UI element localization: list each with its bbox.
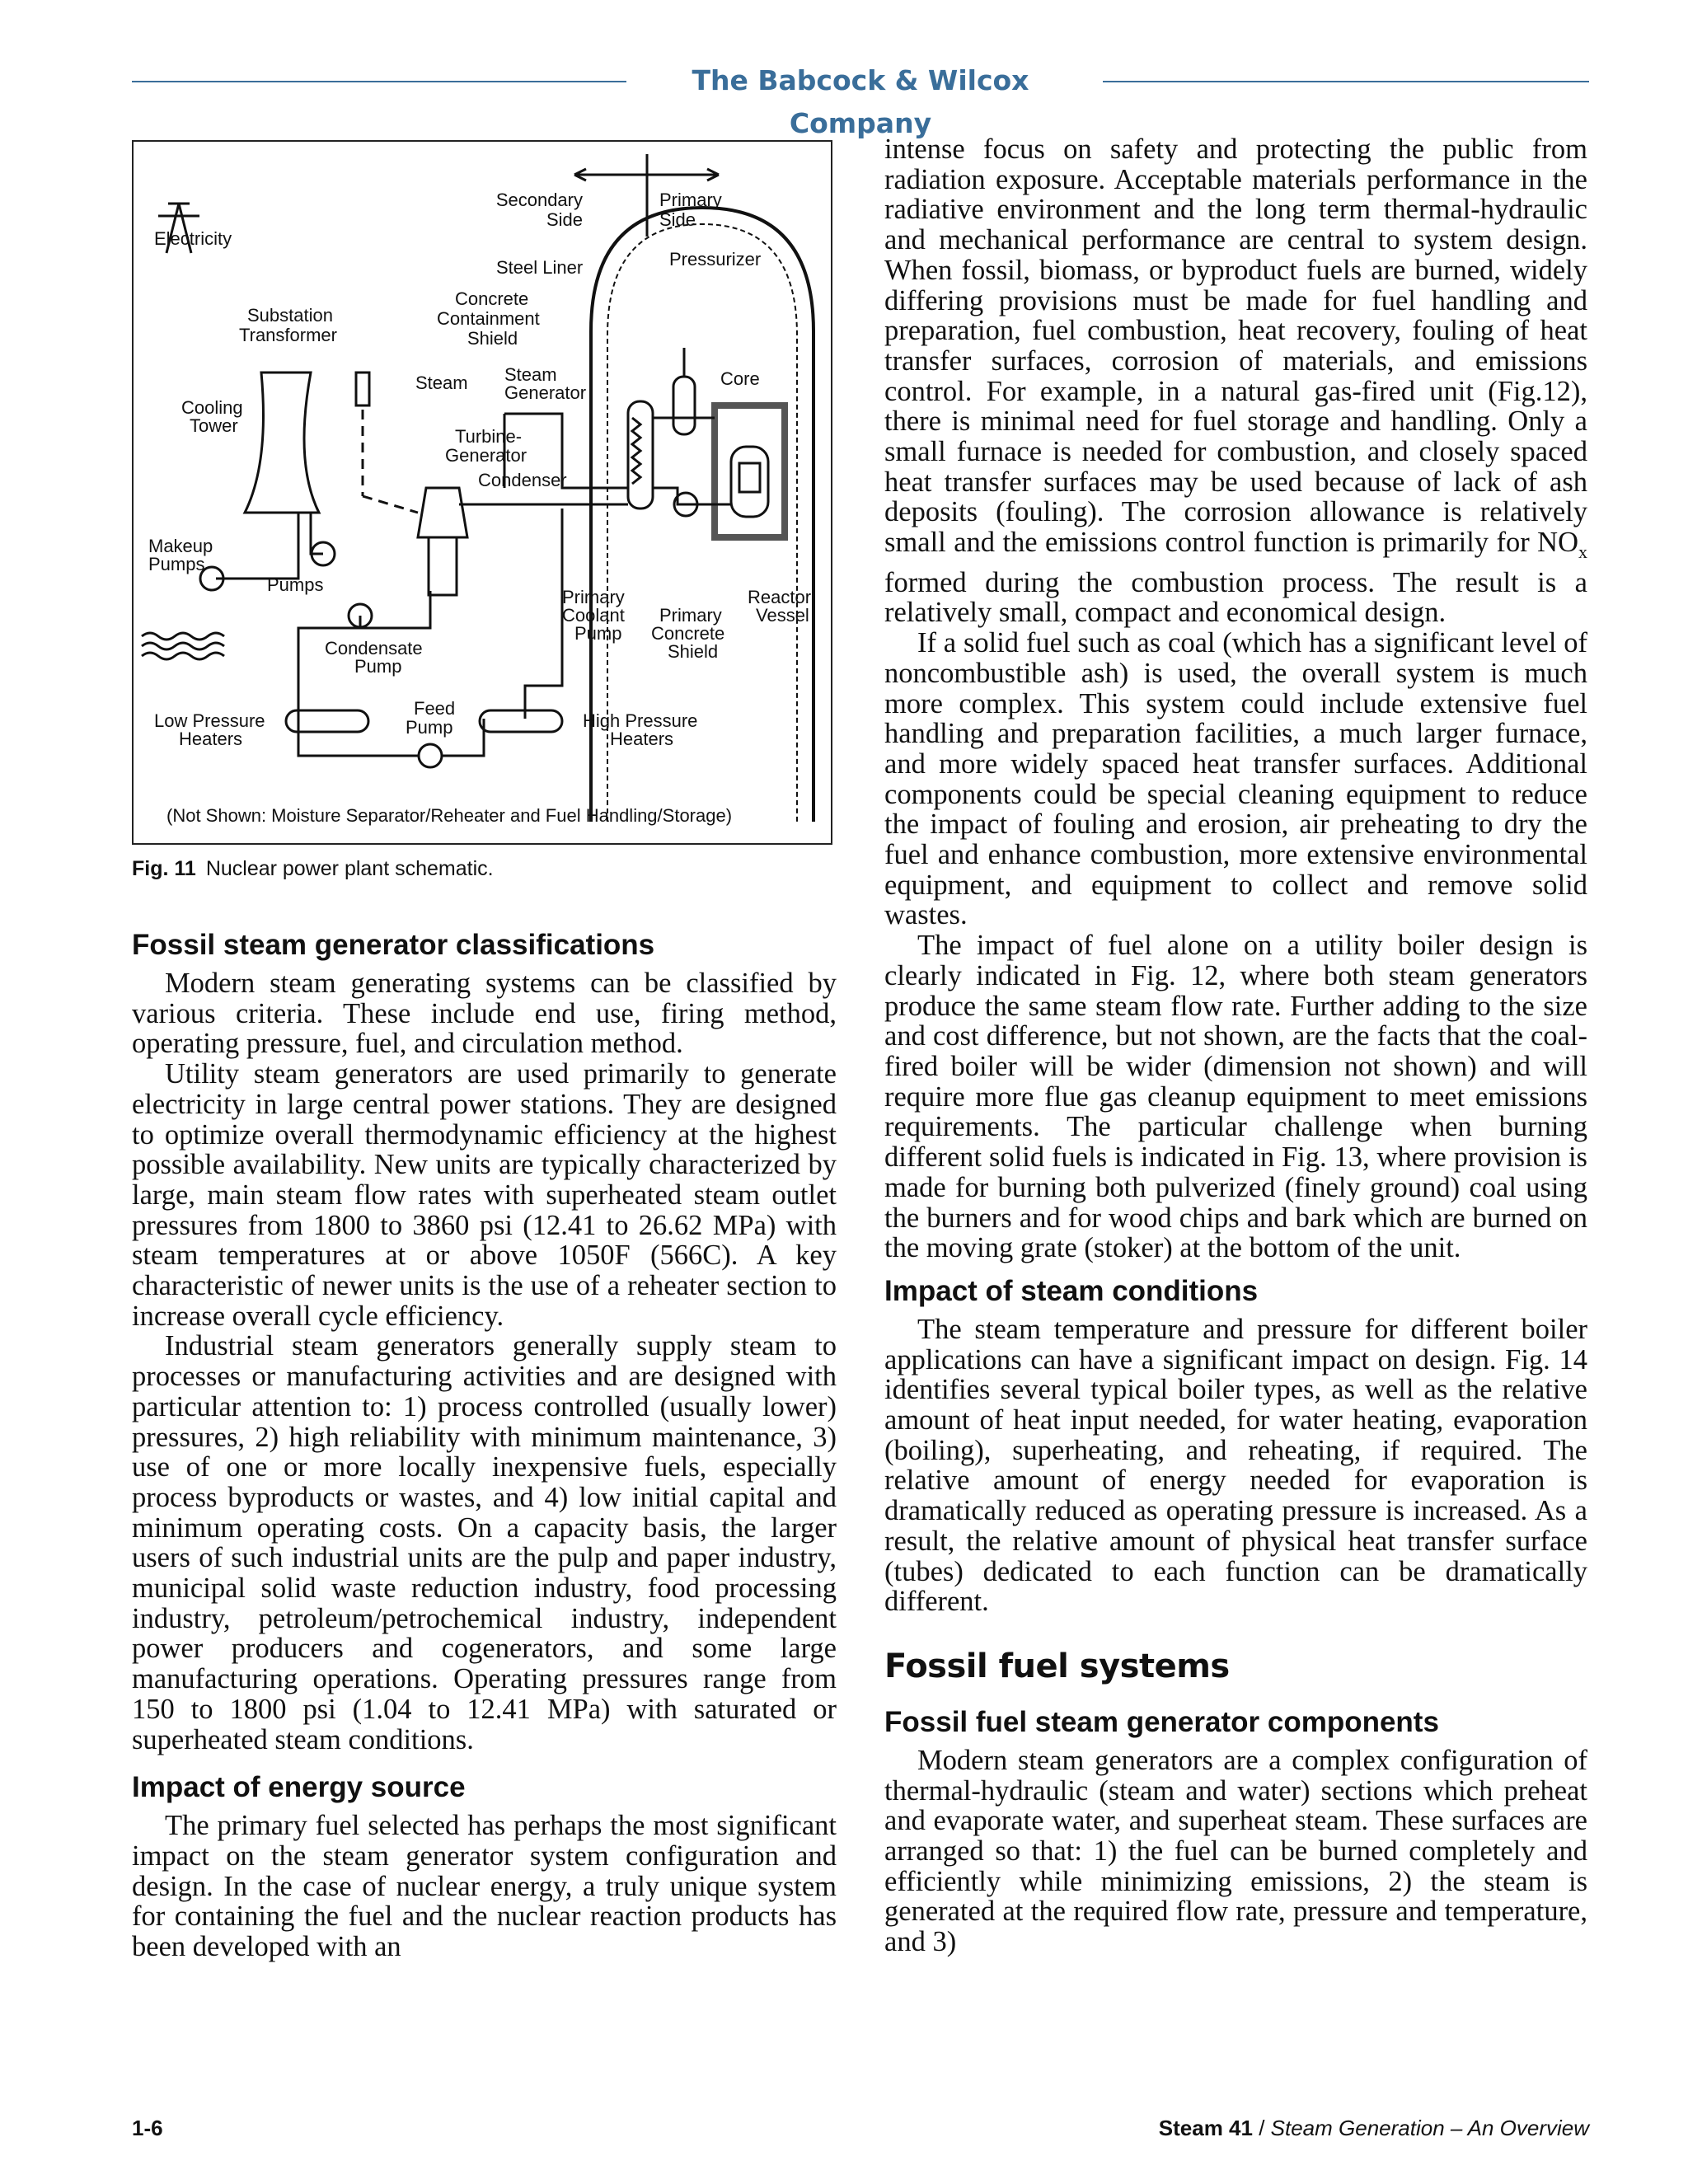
label-steel-liner: Steel Liner [496,257,584,278]
paragraph: Industrial steam generators generally supply steam to processes or manufacturing activities and are designed with particular attention to: 1) process controlled (usually lower) pressures, 2) high reliability with minimum maintenance, 3) use of one or more locally inexpensive fuels, especially process byproducts or wastes, and 4) low initial capital and minimum operating costs. On a capacity basis, the larger users of such industrial units are the pulp and paper industry, municipal solid waste reduction industry, food processing industry, petroleum/petrochemical industry, independent power producers and cogenerators, and some large manufacturing operations. Operating pressures range from 150 to 1800 psi (1.04 to 12.41 MPa) with saturated or superheated steam conditions. [132,1330,837,1755]
svg-text:Primary [659,190,722,210]
header-rule-right [1103,81,1589,82]
paragraph: Modern steam generators are a complex configuration of thermal-hydraulic (steam and water) sections which preheat and evaporate water, and superheat steam. These surfaces are arranged so that: 1) the fuel can be burned completely and efficiently while minimizing emissions, 2) the steam is generated at the required flow rate, pressure and temperature, and 3) [884,1744,1587,1958]
label-turbine: Turbine- [455,426,523,447]
footer-chapter: Steam Generation – An Overview [1270,2116,1589,2140]
label-steam-gen-2: Generator [504,382,587,403]
paragraph: If a solid fuel such as coal (which has a significant level of noncombustible ash) is used, the overall system is much more complex. This system could include extensive fuel handling and preparation facilities, a much larger furnace, and more widely spaced heat transfer surfaces. Additional components could be special cleaning equipment to reduce the impact of fouling and erosion, air preheating to dry the fuel and enhance combustion, more extensive environmental equipment, and equipment to collect and remove solid wastes. [884,627,1587,931]
label-hp-heaters-1: High Pressure [583,710,698,731]
label-pcp-2: Coolant [562,605,625,626]
svg-text:Side [659,209,696,230]
label-pcp-1: Primary [562,587,625,607]
label-pcp-3: Pump [574,623,622,644]
paragraph: The primary fuel selected has perhaps the most significant impact on the steam generator system configuration and design. In the case of nuclear energy, a truly unique system for containing the fuel and the nuclear reaction products has been developed with an [132,1810,837,1963]
label-feed: Feed [414,698,456,719]
label-makeup-pumps: Pumps [148,554,205,574]
svg-text:Side [546,209,583,230]
figure-caption [132,857,494,881]
label-pressurizer: Pressurizer [669,249,762,269]
left-column [132,927,837,1962]
footer-book-title: Steam 41 [1158,2116,1253,2140]
header-title: The Babcock & Wilcox Company [692,64,1029,139]
label-tower: Tower [190,415,238,436]
label-generator: Generator [445,445,528,466]
label-steam-gen-1: Steam [504,364,557,385]
label-secondary-side-2: Side [546,209,583,230]
paragraph-text: intense focus on safety and protecting the public from radiation exposure. Acceptable materials performance in the radiative environment and the long term thermal-hydraulic and mechanical performance are central to system design. When fossil, biomass, or byproduct fuels are burned, widely differing provisions must be made for fuel handling and preparation, fuel combustion, heat recovery, fouling of heat transfer surfaces, corrosion of materials, and emissions control. For example, in a natural gas-fired unit (Fig.12), there is minimal need for fuel storage and handling. Only a small furnace is needed for combustion, and closely spaced heat transfer surfaces may be used because of lack of ash deposits (fouling). The corrosion allowance is relatively small and the emissions control function is primarily for NO [884,134,1587,559]
right-column [884,134,1587,1957]
page-number: 1-6 [132,2116,163,2140]
label-pcs-3: Shield [668,641,719,662]
label-vessel: Vessel [756,605,809,626]
label-pcs-1: Primary [659,605,722,626]
label-primary-side: Primary [659,190,722,210]
label-primary-side-2: Side [659,209,696,230]
label-steam: Steam [415,373,468,393]
subscript: x [1578,541,1587,563]
label-secondary-side: Secondary [495,190,583,210]
label-substation: Substation [247,305,333,326]
label-concrete: Concrete [455,288,529,309]
paragraph [884,134,1587,628]
heading-steam-conditions: Impact of steam conditions [884,1274,1259,1307]
label-feed-pump: Pump [406,717,453,738]
heading-classifications: Fossil steam generator classifications [132,929,655,961]
label-condensate: Condensate [325,638,423,658]
heading-fossil-fuel-systems: Fossil fuel systems [884,1647,1230,1685]
label-condenser: Condenser [478,470,567,490]
footer-separator: / [1252,2116,1271,2140]
label-lp-heaters-1: Low Pressure [154,710,265,731]
label-cooling: Cooling [181,397,243,418]
paragraph-text: formed during the combustion process. The result is a relatively small, compact and economical design. [884,566,1587,629]
label-hp-heaters-2: Heaters [610,729,674,749]
label-reactor: Reactor [748,587,812,607]
heading-components: Fossil fuel steam generator components [884,1705,1439,1738]
figure-caption-text: Nuclear power plant schematic. [205,857,494,880]
header-rule-left [132,81,626,82]
label-makeup: Makeup [148,536,213,556]
label-lp-heaters-2: Heaters [179,729,243,749]
paragraph: The impact of fuel alone on a utility boiler design is clearly indicated in Fig. 12, where both steam generators produce the same steam flow rate. Further adding to the size and cost difference, but not shown, are the facts that the coal-fired boiler will be wider (dimension not shown) and will require more flue gas cleanup equipment to meet emissions requirements. The particular challenge when burning different solid fuels is indicated in Fig. 13, where provision is made for burning both pulverized (finely ground) coal using the burners and for wood chips and bark which are burned on the moving grate (stoker) at the bottom of the unit. [884,930,1587,1264]
label-pcs-2: Concrete [651,623,725,644]
label-transformer: Transformer [239,325,337,345]
label-containment: Containment [437,308,540,329]
page-header [132,59,1589,139]
running-footer [1159,2116,1589,2141]
label-electricity: Electricity [154,228,232,249]
figure-caption-number: Fig. 11 [132,857,196,880]
svg-text:Secondary [496,190,583,210]
label-not-shown: (Not Shown: Moisture Separator/Reheater and Fuel Handling/Storage) [166,805,733,826]
label-pumps: Pumps [267,574,324,595]
figure-nuclear-schematic [132,140,832,845]
label-core: Core [720,368,760,389]
heading-energy-source: Impact of energy source [132,1771,466,1804]
paragraph: Modern steam generating systems can be classified by various criteria. These include end use, firing method, operating pressure, fuel, and circulation method. [132,968,837,1060]
paragraph: Utility steam generators are used primarily to generate electricity in large central power stations. They are designed to optimize overall thermodynamic efficiency at the highest possible availability. New units are typically characterized by large, main steam flow rates with superheated steam outlet pressures from 1800 to 3860 psi (12.41 to 26.62 MPa) with steam temperatures at or above 1050F (566C). A key characteristic of newer units is the use of a reheater section to increase overall cycle efficiency. [132,1058,837,1332]
paragraph: The steam temperature and pressure for different boiler applications can have a significant impact on design. Fig. 14 identifies several typical boiler types, as well as the relative amount of heat input needed, for water heating, evaporation (boiling), superheating, and reheating, if required. The relative amount of energy needed for evaporation is dramatically reduced as operating pressure is increased. As a result, the relative amount of physical heat transfer surface (tubes) dedicated to each function can be dramatically different. [884,1313,1587,1618]
nuclear-schematic-diagram [134,142,834,846]
label-condensate-pump: Pump [354,656,402,677]
label-shield: Shield [467,328,518,349]
